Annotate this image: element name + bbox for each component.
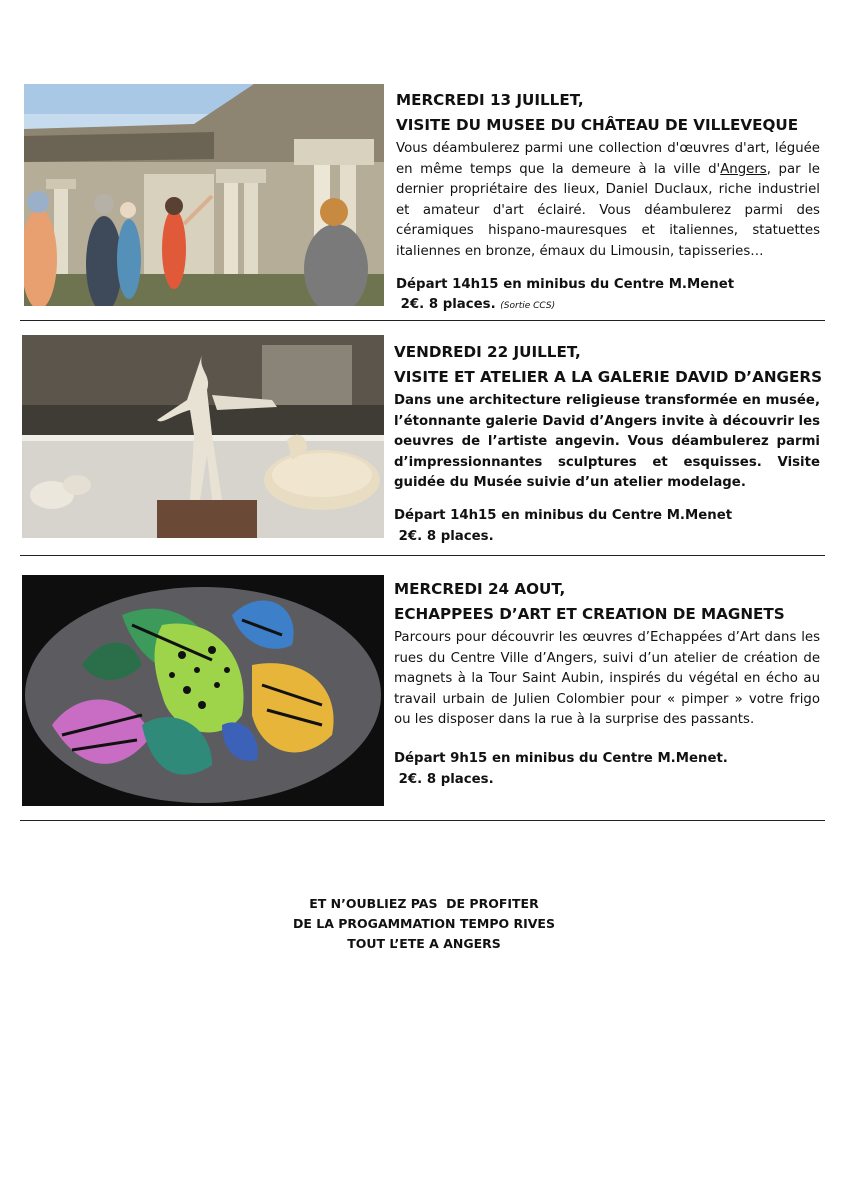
divider-3: [20, 820, 825, 821]
footer-line-3: TOUT L’ETE A ANGERS: [347, 936, 501, 951]
event-1-departure-block: [396, 275, 820, 317]
event-1-text: [396, 88, 820, 317]
event-1-note: (Sortie CCS): [500, 301, 556, 312]
sculpture-photo: [22, 335, 384, 538]
event-1-price-line: [396, 295, 820, 317]
event-2-text: [394, 340, 823, 547]
event-3-description: Parcours pour découvrir les œuvres d’Echappées d’Art dans les rues du Centre Ville d’Angers, suivi d’un atelier de création de magnets à la Tour Saint Aubin, inspirés du végétal en écho au travail urbain de Julien Colombier pour « pimper » votre frigo ou les disposer dans la rue à la surprise des passants.: [394, 630, 820, 728]
event-2-description: Dans une architecture religieuse transformée en musée, l’étonnante galerie David d’Angers invite à découvrir les oeuvres de l’artiste angevin. Vous déambulerez parmi d’impressionnantes sculptures et esquisses. Visite guidée du Musée suivie d’un atelier modelage.: [394, 393, 821, 491]
event-2-title: VISITE ET ATELIER A LA GALERIE DAVID D’ANGERS: [394, 368, 823, 386]
event-3-date: MERCREDI 24 AOUT,: [394, 580, 566, 598]
footer-line-2: DE LA PROGAMMATION TEMPO RIVES: [293, 916, 555, 931]
event-3-departure-block: [394, 749, 820, 790]
event-3-price: 2€. 8 places.: [398, 771, 494, 787]
divider-1: [20, 320, 825, 321]
footer-line-1: ET N’OUBLIEZ PAS DE PROFITER: [309, 896, 539, 911]
event-1-departure: Départ 14h15 en minibus du Centre M.Menet: [396, 276, 735, 292]
event-2-departure-block: [394, 506, 820, 547]
footer-note: [0, 894, 848, 954]
event-2-price: 2€. 8 places.: [398, 528, 494, 544]
magnet-artwork-photo: [22, 575, 384, 806]
event-1-date: MERCREDI 13 JUILLET,: [396, 91, 584, 109]
divider-2: [20, 555, 825, 556]
event-2-price-line: [394, 527, 820, 548]
cloister-visit-photo: [24, 84, 384, 306]
angers-link[interactable]: Angers: [720, 161, 767, 177]
event-3-price-line: [394, 770, 820, 791]
event-3-text: [394, 577, 820, 790]
event-3-title: ECHAPPEES D’ART ET CREATION DE MAGNETS: [394, 605, 785, 623]
event-1-title: VISITE DU MUSEE DU CHÂTEAU DE VILLEVEQUE: [396, 116, 799, 134]
event-2-date: VENDREDI 22 JUILLET,: [394, 343, 581, 361]
event-2-departure: Départ 14h15 en minibus du Centre M.Menet: [394, 507, 733, 523]
event-1-description: Vous déambulerez parmi une collection d'œuvres d'art, léguée en même temps que la demeure à la ville d'Angers, par le dernier propriétaire des lieux, Daniel Duclaux, riche industriel et amateur d'art éclairé. Vous déambulerez parmi des céramiques hispano-mauresques et italiennes, statuettes italiennes en bronze, émaux du Limousin, tapisseries…: [396, 141, 820, 259]
event-3-departure: Départ 9h15 en minibus du Centre M.Menet.: [394, 750, 728, 766]
event-1-price: 2€. 8 places.: [400, 297, 496, 313]
